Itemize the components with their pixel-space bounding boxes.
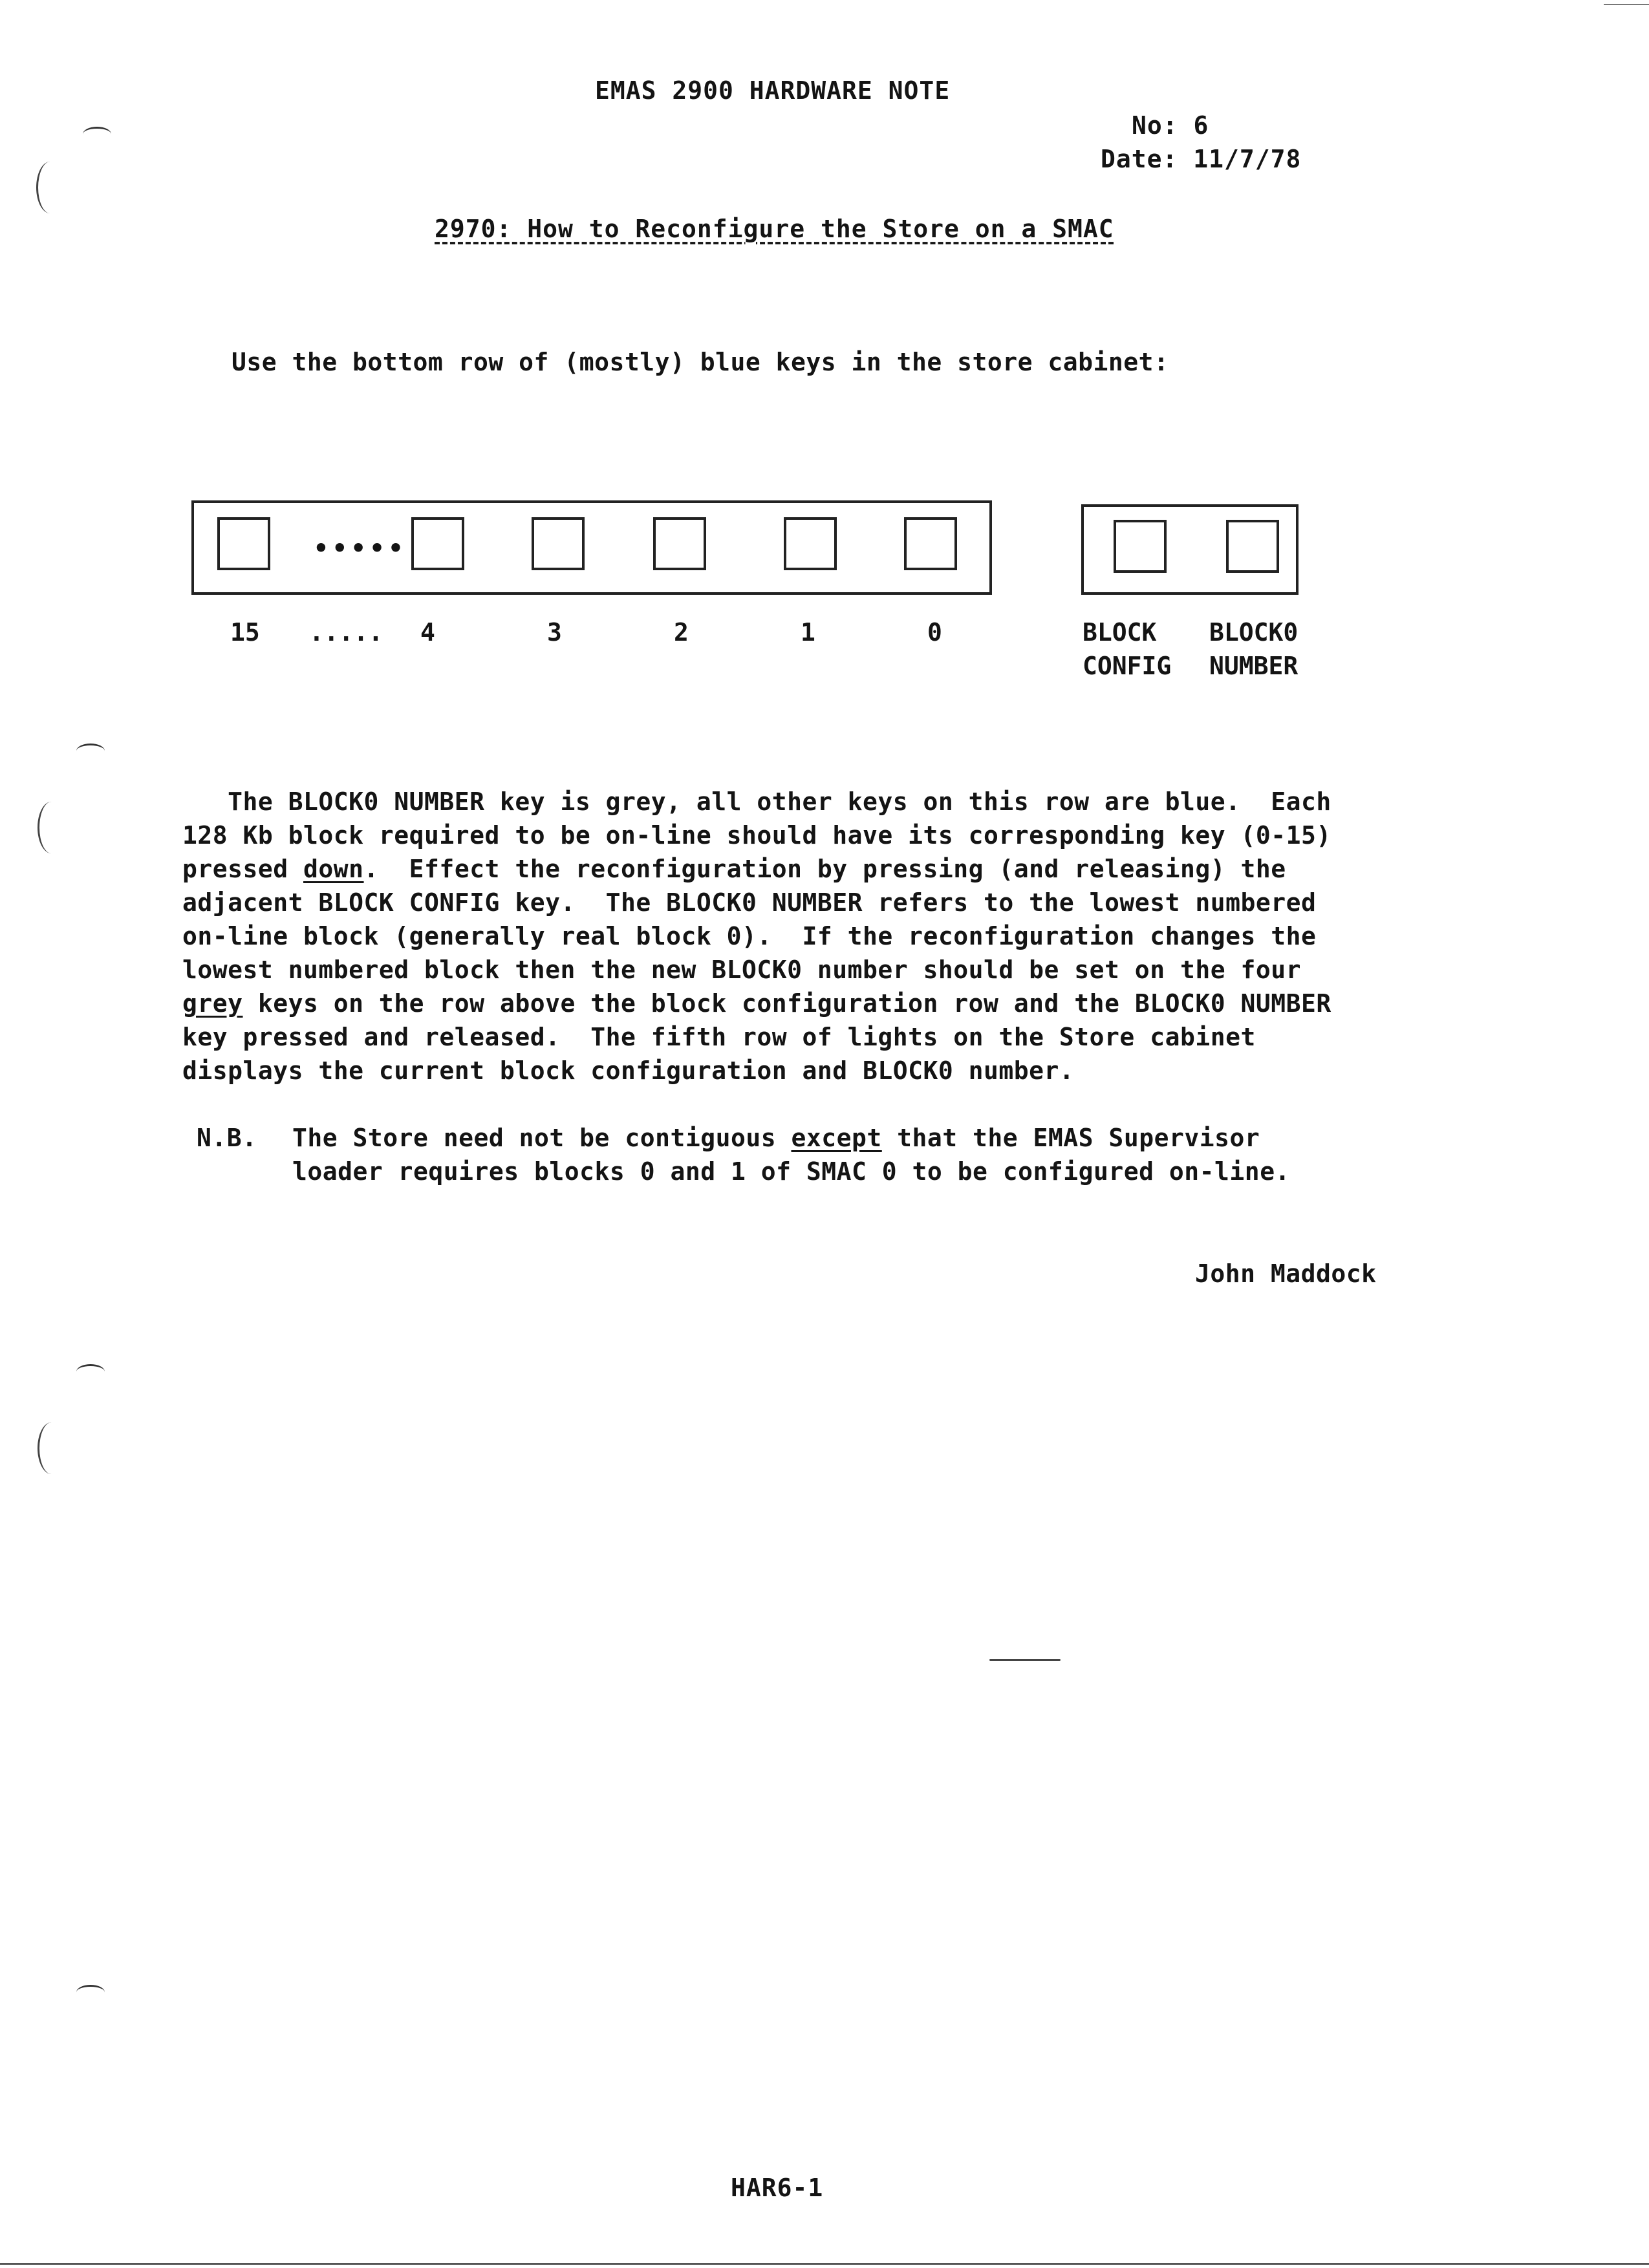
store-key-row-panel xyxy=(191,500,992,595)
key-2 xyxy=(653,517,706,570)
paragraph-line: on-line block (generally real block 0). If the reconfiguration changes the xyxy=(182,922,1317,950)
key-label-0: 0 xyxy=(927,618,942,647)
block0-number-label-line2: NUMBER xyxy=(1209,652,1299,680)
punch-hole-mark xyxy=(38,1422,65,1474)
paragraph xyxy=(182,785,1331,1087)
emphasis-except: except xyxy=(791,1124,882,1152)
key-label-ellipsis: ..... xyxy=(309,618,383,647)
note-date-label: Date: xyxy=(1101,145,1178,173)
paragraph-line: keys on the row above the block configuration row and the BLOCK0 NUMBER xyxy=(242,989,1331,1018)
document-title: 2970: How to Reconfigure the Store on a SMAC xyxy=(435,215,1114,243)
intro-text: Use the bottom row of (mostly) blue keys in the store cabinet: xyxy=(232,348,1169,376)
note-text xyxy=(292,1121,1290,1188)
note-line: loader requires blocks 0 and 1 of SMAC 0 to be configured on-line. xyxy=(292,1157,1290,1186)
key-ellipsis: ••••• xyxy=(314,534,407,562)
document-header: EMAS 2900 HARDWARE NOTE xyxy=(595,76,951,105)
key-3 xyxy=(532,517,585,570)
paragraph-line: adjacent BLOCK CONFIG key. The BLOCK0 NUMBER refers to the lowest numbered xyxy=(182,888,1317,917)
paragraph-line: displays the current block configuration and BLOCK0 number. xyxy=(182,1056,1075,1085)
note-date-value: 11/7/78 xyxy=(1193,145,1302,173)
key-1 xyxy=(784,517,837,570)
key-label-3: 3 xyxy=(547,618,562,647)
block-config-label-line2: CONFIG xyxy=(1083,652,1172,680)
note-line: The Store need not be contiguous xyxy=(292,1124,792,1152)
punch-hole-mark xyxy=(38,802,65,853)
key-label-2: 2 xyxy=(674,618,689,647)
note-number xyxy=(1132,111,1209,140)
block-config-label-line1: BLOCK xyxy=(1083,618,1157,647)
block0-number-key xyxy=(1226,520,1279,573)
paragraph-line: 128 Kb block required to be on-line should have its corresponding key (0-15) xyxy=(182,821,1331,850)
key-4 xyxy=(411,517,464,570)
key-15 xyxy=(217,517,270,570)
note-line: that the EMAS Supervisor xyxy=(881,1124,1260,1152)
paragraph-line: . Effect the reconfiguration by pressing (and releasing) the xyxy=(363,855,1286,883)
page-footer-id: HAR6-1 xyxy=(731,2174,824,2202)
emphasis-down: down xyxy=(303,855,364,883)
key-label-15: 15 xyxy=(230,618,260,647)
author-signature: John Maddock xyxy=(1195,1259,1377,1288)
scan-mark xyxy=(76,1985,105,2000)
paragraph-line: lowest numbered block then the new BLOCK0 number should be set on the four xyxy=(182,956,1301,984)
scan-mark xyxy=(989,1659,1061,1661)
note-date xyxy=(1101,145,1301,173)
note-number-value: 6 xyxy=(1193,111,1209,140)
paragraph-line: The BLOCK0 NUMBER key is grey, all other keys on this row are blue. Each xyxy=(182,787,1331,816)
emphasis-grey: grey xyxy=(182,989,243,1018)
scan-edge-line xyxy=(1604,4,1649,5)
scan-mark xyxy=(76,1364,105,1379)
scan-edge-line xyxy=(0,2263,1649,2265)
scan-mark xyxy=(83,127,111,142)
note-label: N.B. xyxy=(197,1124,257,1152)
key-label-1: 1 xyxy=(801,618,815,647)
key-0 xyxy=(904,517,957,570)
paragraph-line: key pressed and released. The fifth row of lights on the Store cabinet xyxy=(182,1023,1256,1051)
paragraph-line: pressed xyxy=(182,855,304,883)
note-number-label: No: xyxy=(1132,111,1178,140)
block0-number-label-line1: BLOCK0 xyxy=(1209,618,1299,647)
block-config-key xyxy=(1114,520,1167,573)
punch-hole-mark xyxy=(36,162,64,213)
scan-mark xyxy=(76,744,105,758)
key-label-4: 4 xyxy=(420,618,435,647)
